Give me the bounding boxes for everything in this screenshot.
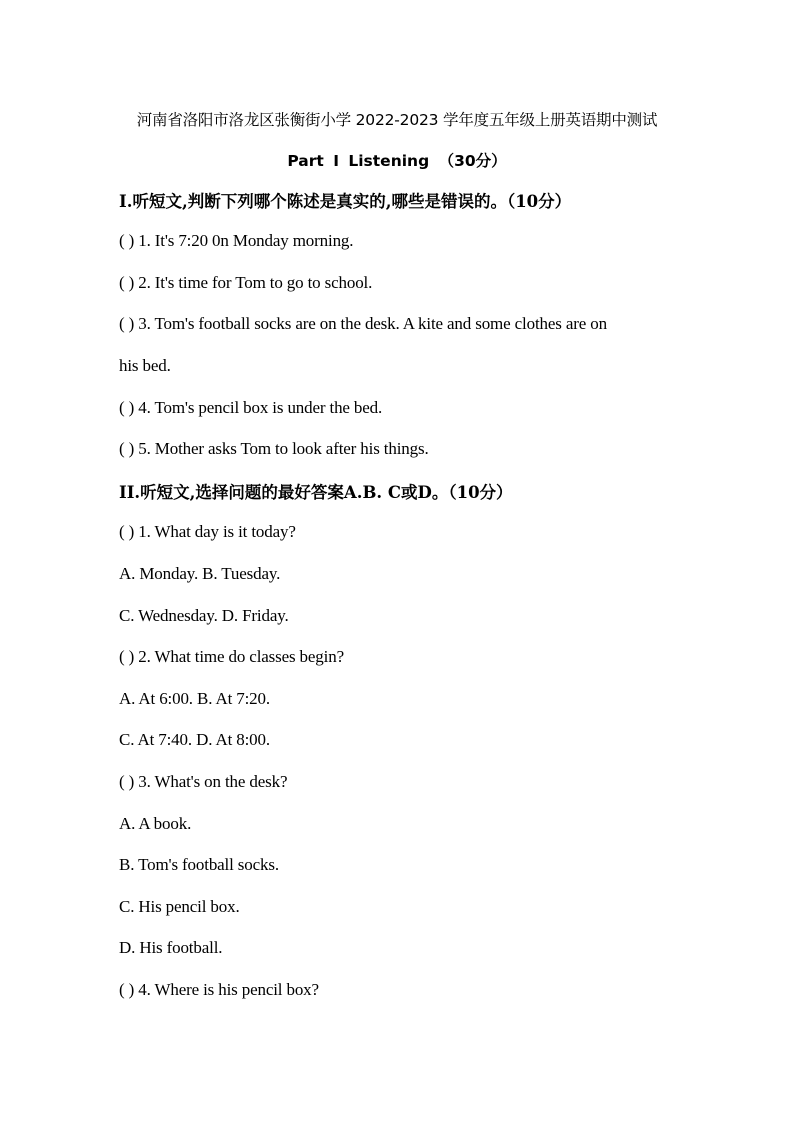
section-1-item: ( ) 5. Mother asks Tom to look after his things.: [119, 439, 429, 458]
document-title: 河南省洛阳市洛龙区张衡街小学 2022-2023 学年度五年级上册英语期中测试: [136, 111, 658, 129]
section-1-item-continuation: his bed.: [119, 356, 171, 375]
section-2-option: D. His football.: [119, 938, 223, 957]
section-2-heading: II.听短文,选择问题的最好答案A.B. C或D。（10分）: [119, 483, 513, 502]
section-2-question: ( ) 1. What day is it today?: [119, 522, 296, 541]
section-2-option: C. His pencil box.: [119, 897, 240, 916]
section-2-option: B. Tom's football socks.: [119, 855, 279, 874]
section-2-question: ( ) 2. What time do classes begin?: [119, 647, 344, 666]
section-1-heading: I.听短文,判断下列哪个陈述是真实的,哪些是错误的。（10分）: [119, 192, 572, 211]
section-2-options: A. At 6:00. B. At 7:20.: [119, 689, 270, 708]
section-2-options: C. Wednesday. D. Friday.: [119, 606, 289, 625]
section-1-item: ( ) 1. It's 7:20 0n Monday morning.: [119, 231, 354, 250]
section-2-options: A. Monday. B. Tuesday.: [119, 564, 281, 583]
section-2-question: ( ) 4. Where is his pencil box?: [119, 980, 319, 999]
section-2-option: A. A book.: [119, 814, 192, 833]
section-2-options: C. At 7:40. D. At 8:00.: [119, 730, 270, 749]
section-1-item: ( ) 4. Tom's pencil box is under the bed.: [119, 398, 383, 417]
section-2-question: ( ) 3. What's on the desk?: [119, 772, 288, 791]
section-1-item: ( ) 2. It's time for Tom to go to school.: [119, 273, 373, 292]
section-1-item: ( ) 3. Tom's football socks are on the desk. A kite and some clothes are on: [119, 314, 607, 333]
part-title: Part I Listening （30分）: [287, 152, 507, 170]
